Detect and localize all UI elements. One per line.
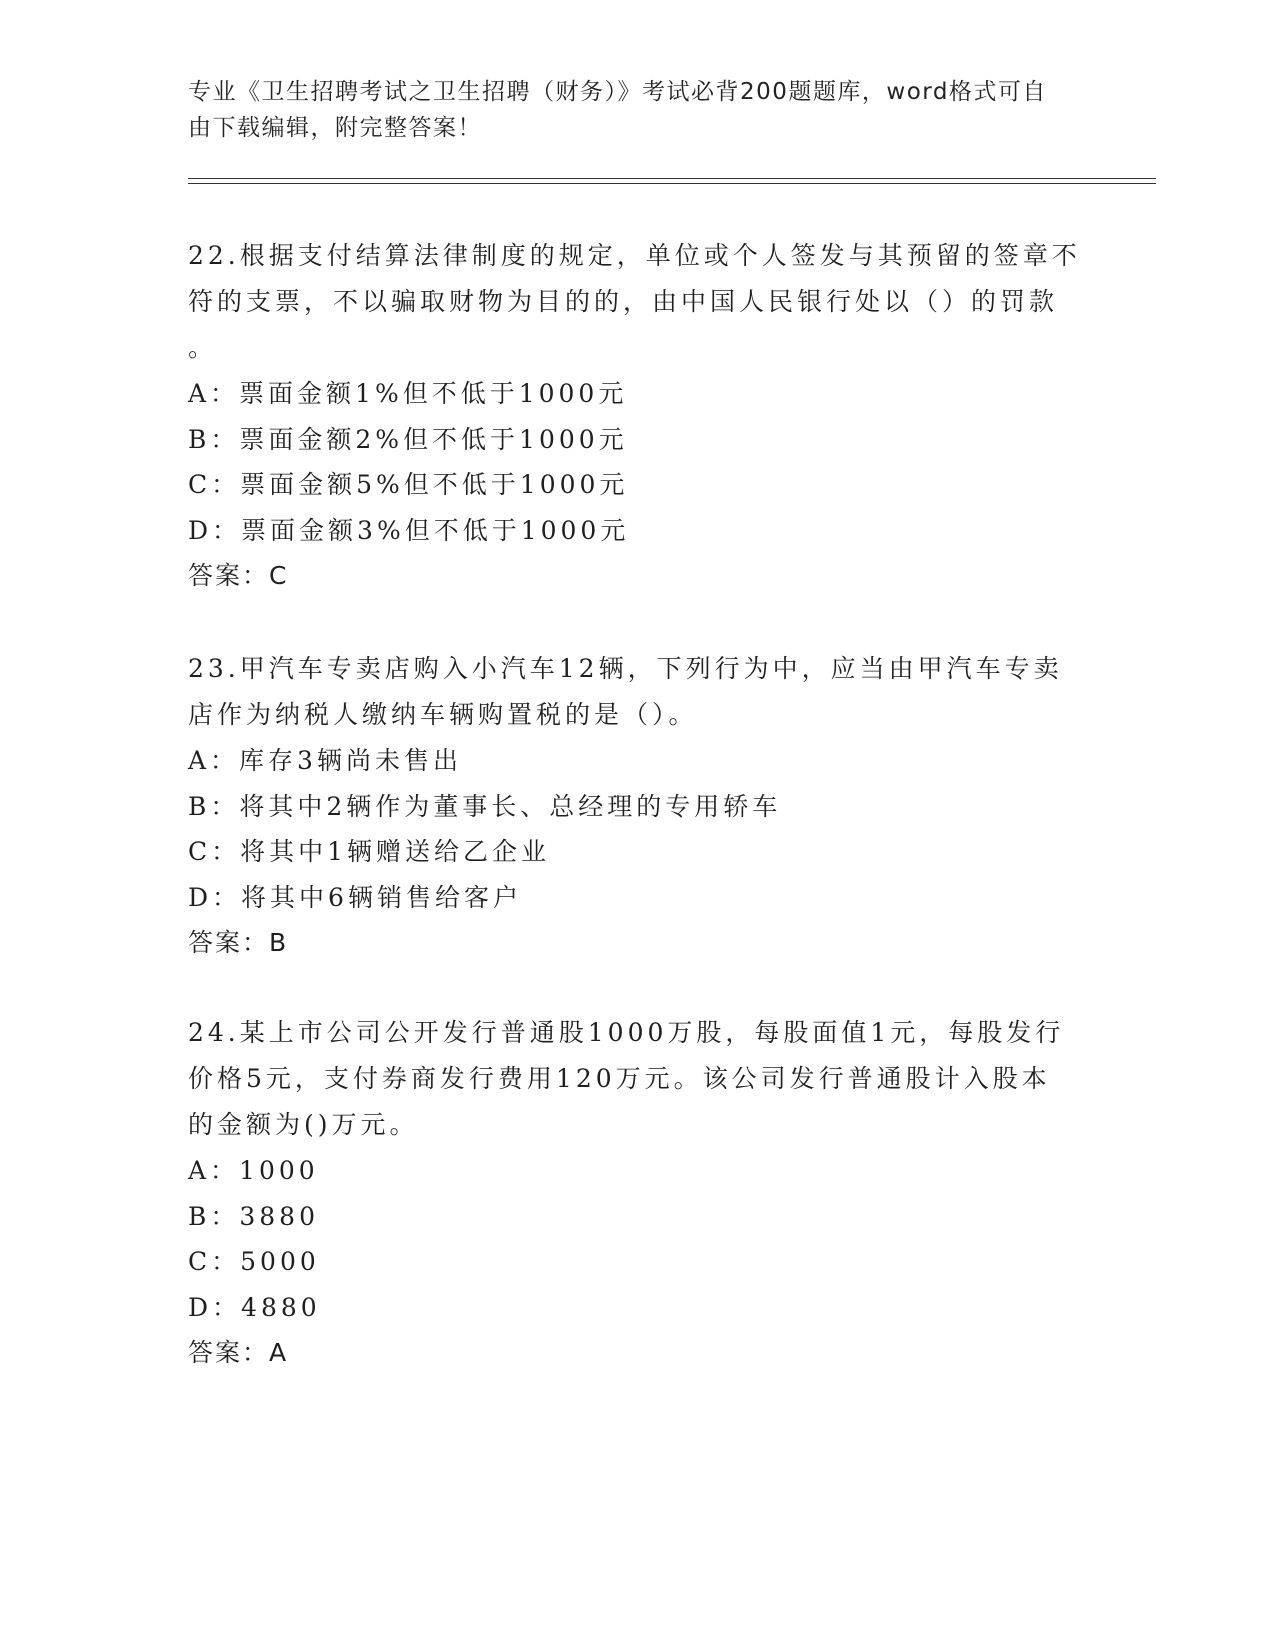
option-a: A：票面金额1%但不低于1000元 [188,379,628,408]
question-stem-line: 符的支票，不以骗取财物为目的的，由中国人民银行处以（）的罚款 [188,287,1059,316]
option-d: D：4880 [188,1292,321,1322]
option-a: A：1000 [188,1156,319,1185]
option-b: B：3880 [188,1201,319,1231]
header-divider-bottom [188,183,1156,184]
question-stem-line: 价格5元，支付券商发行费用120万元。该公司发行普通股计入股本 [188,1064,1051,1093]
question-stem-line: 的金额为()万元。 [188,1110,419,1139]
document-intro: 专业《卫生招聘考试之卫生招聘（财务）》考试必背200题题库，word格式可自由下载编辑，附完整答案！ [188,79,1047,141]
answer: 答案：A [188,1338,289,1367]
option-c: C：5000 [188,1247,320,1276]
header-divider-top [188,178,1156,179]
option-d: D：票面金额3%但不低于1000元 [188,515,630,545]
question-23 [188,646,1088,966]
option-b: B：票面金额2%但不低于1000元 [188,424,628,454]
question-stem-line: 。 [188,333,218,362]
question-22 [188,233,1088,599]
question-stem-line: 22.根据支付结算法律制度的规定，单位或个人签发与其预留的签章不 [188,241,1081,270]
option-a: A：库存3辆尚未售出 [188,746,462,775]
answer: 答案：B [188,928,289,957]
option-b: B：将其中2辆作为董事长、总经理的专用轿车 [188,791,782,821]
question-stem-line: 23.甲汽车专卖店购入小汽车12辆，下列行为中，应当由甲汽车专卖 [188,654,1063,683]
question-stem-line: 24.某上市公司公开发行普通股1000万股，每股面值1元，每股发行 [188,1018,1065,1047]
option-d: D：将其中6辆销售给客户 [188,882,522,912]
question-24 [188,1010,1088,1376]
question-stem-line: 店作为纳税人缴纳车辆购置税的是（）。 [188,700,698,729]
option-c: C：将其中1辆赠送给乙企业 [188,837,551,866]
answer: 答案：C [188,561,289,590]
option-c: C：票面金额5%但不低于1000元 [188,470,629,499]
